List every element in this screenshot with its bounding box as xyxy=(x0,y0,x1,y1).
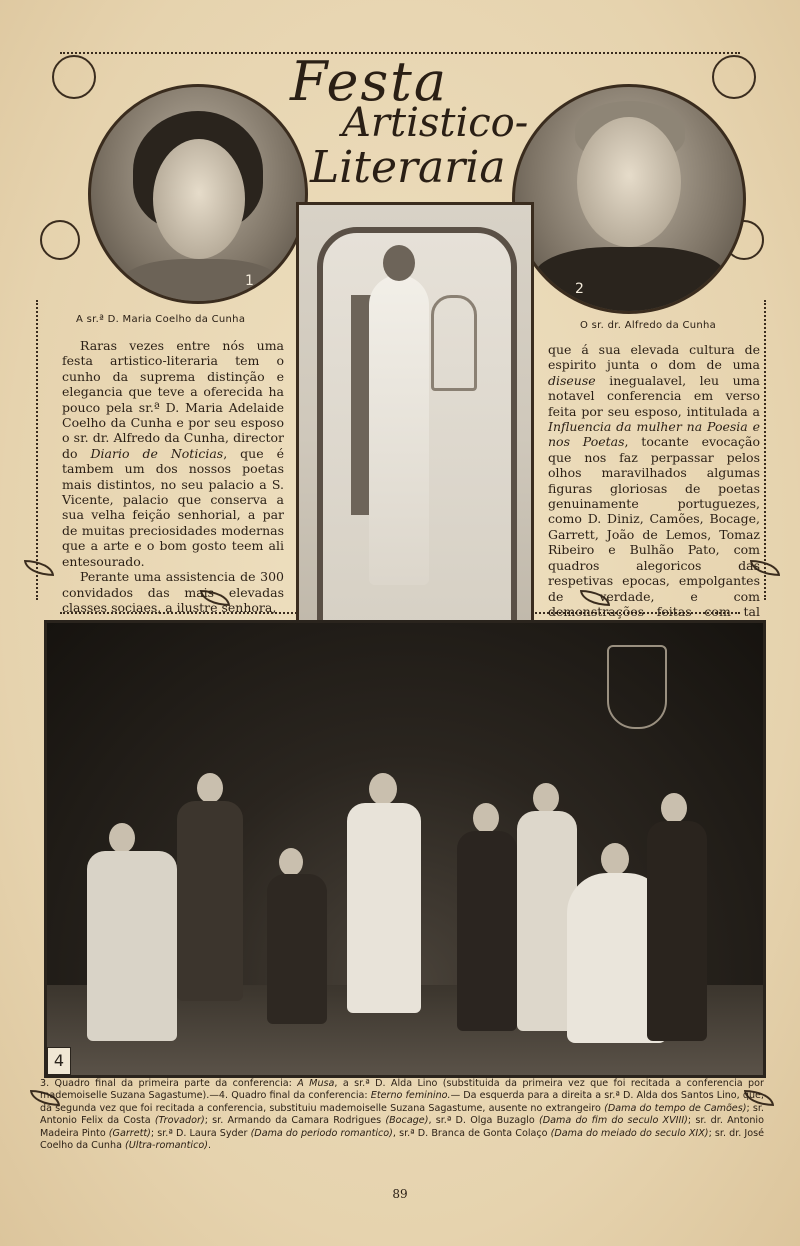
title-line-3: Literaria xyxy=(310,142,506,193)
actor-costume xyxy=(647,821,707,1041)
portrait-face xyxy=(577,117,681,247)
caption-italic: (Dama do meiado do seculo XIX) xyxy=(550,1127,709,1139)
caption-text: — Da esquerda para a direita a sr.ª D. Alda dos Santos Lino, que, da segunda vez que foi recitada a conferencia, substituiu mademoiselle Suzana Sagastume, ausente no extrangeiro xyxy=(40,1090,764,1114)
article-right-column xyxy=(548,342,760,635)
photo-number: 4 xyxy=(47,1047,71,1075)
allegory-photo xyxy=(296,202,534,672)
portrait-coat xyxy=(535,247,725,314)
muse-head xyxy=(383,245,415,281)
caption-text: ; sr. dr. Antonio Madeira Pinto xyxy=(40,1115,764,1139)
actor-head xyxy=(601,843,629,875)
caption-italic: (Garrett) xyxy=(108,1127,151,1139)
portrait-right-caption: O sr. dr. Alfredo da Cunha xyxy=(580,320,717,331)
lyre-icon xyxy=(431,295,477,391)
newspaper-name: Diario de Noticias xyxy=(90,445,224,461)
actor-head xyxy=(197,773,223,803)
actor-costume xyxy=(457,831,517,1031)
title-line-2: Artistico- xyxy=(342,100,529,146)
page-title xyxy=(290,50,550,193)
actor-costume xyxy=(177,801,243,1001)
caption-italic: (Trovador) xyxy=(154,1115,205,1127)
actor-head xyxy=(473,803,499,833)
paragraph xyxy=(548,342,760,635)
rose-ornament-icon xyxy=(40,220,80,260)
rose-ornament-icon xyxy=(52,55,96,99)
left-border xyxy=(36,300,38,600)
muse-figure xyxy=(369,275,429,585)
portrait-face xyxy=(153,139,245,259)
actor-costume xyxy=(87,851,177,1041)
text-run: que á sua elevada cultura de espirito junta o dom de uma xyxy=(548,342,760,373)
leaf-ornament-icon xyxy=(24,560,54,576)
caption-text: , a sr.ª D. Alda Lino (substituida da primeira vez que foi recitada a conferencia por mademoiselle Suzana Sagastume).—4. Quadro final da conferencia: xyxy=(40,1078,764,1102)
caption-italic: A Musa xyxy=(297,1078,335,1089)
photo-captions xyxy=(40,1078,764,1152)
caption-text: ; sr. Armando da Camara Rodrigues xyxy=(204,1115,382,1127)
caption-text: . xyxy=(207,1140,212,1152)
right-border xyxy=(764,300,766,600)
caption-italic: (Bocage) xyxy=(385,1115,429,1127)
caption-text: , sr.ª D. Branca de Gonta Colaço xyxy=(392,1127,548,1139)
photo-number: 2 xyxy=(575,281,584,297)
rose-ornament-icon xyxy=(712,55,756,99)
portrait-left-caption: A sr.ª D. Maria Coelho da Cunha xyxy=(76,314,246,325)
caption-text: ; sr. dr. José Coelho da Cunha xyxy=(40,1127,764,1152)
emphasis: diseuse xyxy=(548,372,596,388)
chandelier-icon xyxy=(607,645,667,729)
caption-italic: (Ultra-romantico) xyxy=(125,1140,208,1152)
caption-text: 3. Quadro final da primeira parte da conferencia: xyxy=(40,1078,292,1089)
caption-italic: (Dama do periodo romantico) xyxy=(250,1127,393,1139)
title-line-1: Festa xyxy=(290,50,449,113)
caption-italic: (Dama do fim do seculo XVIII) xyxy=(539,1115,688,1127)
text-run: inegualavel, leu uma notavel conferencia em verso feita por seu esposo, intitulada a xyxy=(548,372,760,419)
photo-number: 1 xyxy=(245,273,254,289)
portrait-right xyxy=(512,84,746,314)
article-left-column xyxy=(62,338,284,615)
caption-text: , sr.ª D. Olga Buzaglo xyxy=(428,1115,535,1127)
actor-head xyxy=(533,783,559,813)
paragraph xyxy=(62,569,284,615)
caption-text: ; sr. Antonio Felix da Costa xyxy=(40,1102,764,1127)
page-number: 89 xyxy=(392,1187,408,1201)
caption-italic: Eterno feminino. xyxy=(370,1090,451,1102)
portrait-dress xyxy=(121,259,281,304)
actor-head xyxy=(279,848,303,876)
text-run: Raras vezes entre nós uma festa artistico-literaria tem o cunho da suprema distinção e elegancia que teve a oferecida ha pouco pela sr.ª D. Maria Adelaide Coelho da Cunha e por seu esposo o sr. dr. Alfredo da Cunha, director do xyxy=(62,338,284,461)
stage-photo xyxy=(44,620,766,1078)
caption-text: ; sr.ª D. Laura Syder xyxy=(150,1127,248,1139)
actor-costume xyxy=(347,803,421,1013)
text-run: , tocante evocação que nos faz perpassar pelos olhos maravilhados algumas figuras gloriosas de poetas genuinamente portuguezes, como D. Diniz, Camões, Bocage, Garrett, João de Lemos, Tomaz Ribeiro e Bulhão Pato, com quadros alegoricos das respetivas epocas, empolgantes de verdade, e com demonstrações feitas com tal xyxy=(548,434,760,619)
paragraph xyxy=(62,338,284,569)
text-run: , que é tambem um dos nossos poetas mais distintos, no seu palacio a S. Vicente, palacio que conserva a sua velha feição senhorial, a par de muitas preciosidades modernas que a arte e o bom gosto teem ali entesourado. xyxy=(62,445,284,569)
text-run: Perante uma assistencia de 300 convidados das mais elevadas classes sociaes, a ilustre senhora, xyxy=(62,569,284,615)
conference-title: Influencia da mulher na Poesia e nos Poetas xyxy=(548,419,760,450)
portrait-left xyxy=(88,84,308,304)
caption-italic: (Dama do tempo de Camões) xyxy=(604,1102,747,1114)
actor-head xyxy=(661,793,687,823)
actor-head xyxy=(109,823,135,853)
actor-head xyxy=(369,773,397,805)
actor-costume xyxy=(267,874,327,1024)
